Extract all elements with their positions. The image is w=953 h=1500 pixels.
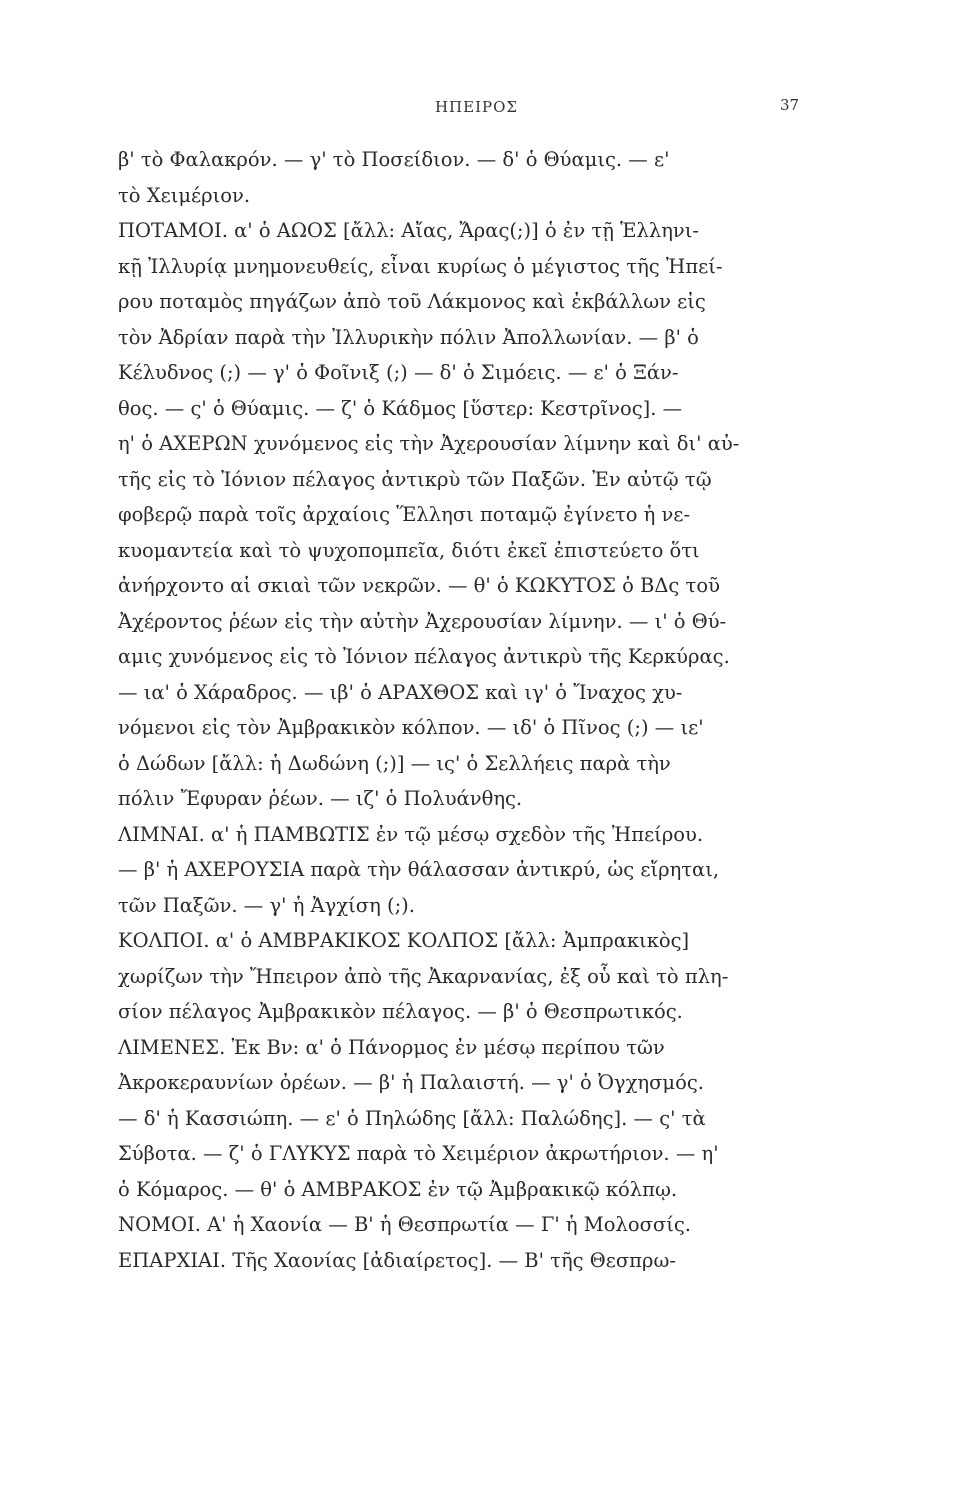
text-line: χωρίζων τὴν Ἤπειρον ἀπὸ τῆς Ἀκαρνανίας, ἐξ οὗ καὶ τὸ πλη- [118, 964, 729, 988]
text-line: ΠΟΤΑΜΟΙ. α' ὁ ΑΩΟΣ [ἄλλ: Αἴας, Ἄρας(;)] ὁ ἐν τῇ Ἑλληνι- [118, 219, 699, 242]
text-line: Ἀκροκεραυνίων ὀρέων. — β' ἡ Παλαιστή. — γ' ὁ Ὀγχησμός. [118, 1071, 704, 1094]
text-line: σίον πέλαγος Ἀμβρακικὸν πέλαγος. — β' ὁ Θεσπρωτικός. [118, 1000, 683, 1023]
text-line: — δ' ἡ Κασσιώπη. — ε' ὁ Πηλώδης [ἄλλ: Παλώδης]. — ς' τὰ [118, 1106, 706, 1130]
text-line: ὁ Κόμαρος. — θ' ὁ ΑΜΒΡΑΚΟΣ ἐν τῷ Ἀμβρακικῷ κόλπῳ. [118, 1177, 678, 1201]
text-line: — β' ἡ ΑΧΕΡΟΥΣΙΑ παρὰ τὴν θάλασσαν ἀντικρύ, ὡς εἴρηται, [118, 858, 720, 881]
text-line: β' τὸ Φαλακρόν. — γ' τὸ Ποσείδιον. — δ' ὁ Θύαμις. — ε' [118, 148, 670, 171]
text-line: τῆς εἰς τὸ Ἰόνιον πέλαγος ἀντικρὺ τῶν Παξῶν. Ἐν αὐτῷ τῷ [118, 467, 712, 491]
text-line: τὸ Χειμέριον. [118, 183, 251, 207]
text-line: Ἀχέροντος ῥέων εἰς τὴν αὐτὴν Ἀχερουσίαν λίμνην. — ι' ὁ Θύ- [118, 609, 727, 633]
text-line: φοβερῷ παρὰ τοῖς ἀρχαίοις Ἕλλησι ποταμῷ ἐγίνετο ἡ νε- [118, 503, 691, 526]
text-line: η' ὁ ΑΧΕΡΩΝ χυνόμενος εἰς τὴν Ἀχερουσίαν λίμνην καὶ δι' αὐ- [118, 432, 740, 455]
text-line: ΛΙΜΝΑΙ. α' ἡ ΠΑΜΒΩΤΙΣ ἐν τῷ μέσῳ σχεδὸν τῆς Ἠπείρου. [118, 822, 704, 846]
text-line: θος. — ς' ὁ Θύαμις. — ζ' ὁ Κάδμος [ὕστερ: Κεστρῖνος]. — [118, 396, 683, 420]
text-line: πόλιν Ἔφυραν ῥέων. — ιζ' ὁ Πολυάνθης. [118, 787, 523, 810]
running-head: ΗΠΕΙΡΟΣ [434, 98, 519, 116]
text-line: ὁ Δώδων [ἄλλ: ἡ Δωδώνη (;)] — ις' ὁ Σελλήεις παρὰ τὴν [118, 751, 671, 775]
text-line: ΚΟΛΠΟΙ. α' ὁ ΑΜΒΡΑΚΙΚΟΣ ΚΟΛΠΟΣ [ἄλλ: Ἀμπρακικὸς] [118, 929, 690, 952]
text-line: τὸν Ἀδρίαν παρὰ τὴν Ἰλλυρικὴν πόλιν Ἀπολλωνίαν. — β' ὁ [118, 325, 699, 349]
text-line: Κέλυδνος (;) — γ' ὁ Φοῖνιξ (;) — δ' ὁ Σιμόεις. — ε' ὁ Ξάν- [118, 361, 679, 384]
text-line: — ια' ὁ Χάραδρος. — ιβ' ὁ ΑΡΑΧΘΟΣ καὶ ιγ' ὁ Ἴναχος χυ- [118, 680, 683, 704]
text-line: ΛΙΜΕΝΕΣ. Ἐκ Βν: α' ὁ Πάνορμος ἐν μέσῳ περίπου τῶν [118, 1035, 665, 1059]
text-line: νόμενοι εἰς τὸν Ἀμβρακικὸν κόλπον. — ιδ' ὁ Πῖνος (;) — ιε' [118, 716, 704, 739]
text-line: αμις χυνόμενος εἰς τὸ Ἰόνιον πέλαγος ἀντικρὺ τῆς Κερκύρας. [118, 645, 730, 668]
body-text [118, 142, 824, 1278]
text-line: τῶν Παξῶν. — γ' ἡ Ἀγχίση (;). [118, 893, 415, 917]
text-line: ρου ποταμὸς πηγάζων ἀπὸ τοῦ Λάκμονος καὶ ἐκβάλλων εἰς [118, 290, 706, 313]
text-line: κῇ Ἰλλυρίᾳ μνημονευθείς, εἶναι κυρίως ὁ μέγιστος τῆς Ἠπεί- [118, 254, 723, 278]
text-line: ΕΠΑΡΧΙΑΙ. Τῆς Χαονίας [ἀδιαίρετος]. — Β' τῆς Θεσπρω- [118, 1248, 676, 1272]
text-line: ΝΟΜΟΙ. Α' ἡ Χαονία — Β' ἡ Θεσπρωτία — Γ' ἡ Μολοσσίς. [118, 1213, 691, 1236]
page-number: 37 [780, 96, 800, 114]
text-line: Σύβοτα. — ζ' ὁ ΓΛΥΚΥΣ παρὰ τὸ Χειμέριον ἀκρωτήριον. — η' [118, 1142, 719, 1165]
text-line: κυομαντεία καὶ τὸ ψυχοπομπεῖα, διότι ἐκεῖ ἐπιστεύετο ὅτι [118, 538, 700, 562]
text-line: ἀνήρχοντο αἱ σκιαὶ τῶν νεκρῶν. — θ' ὁ ΚΩΚΥΤΟΣ ὁ ΒΔς τοῦ [118, 574, 720, 597]
